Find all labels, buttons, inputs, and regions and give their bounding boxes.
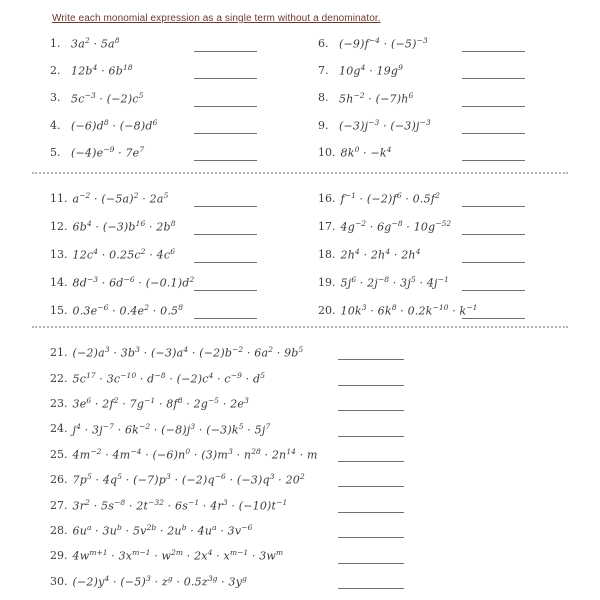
answer-blank [194,106,257,107]
problem-number: 5. [50,145,61,159]
problem-expression: $4w^{m+1} \cdot 3x^{m-1} \cdot w^{2m} \cdot 2x^4 \cdot x^{m-1} \cdot 3w^m$ [72,548,284,564]
answer-blank [194,133,257,134]
problem-row [50,365,406,390]
problem-row [50,467,406,492]
problem-number: 26. [50,473,68,487]
problem-number: 4. [50,118,61,132]
problem-expression: $2h^4 \cdot 2h^4 \cdot 2h^4$ [340,246,421,262]
problem-row [50,492,406,517]
answer-blank [462,160,525,161]
answer-blank [338,359,404,360]
problem-row [50,139,257,166]
answer-blank [338,436,404,437]
answer-blank [194,160,257,161]
answer-blank [462,290,525,291]
problem-row [318,30,525,57]
answer-blank [338,461,404,462]
problem-row [318,296,525,324]
problem-row [50,240,257,268]
problem-row [318,212,525,240]
problem-row [50,569,406,594]
problem-row [50,296,257,324]
problem-row [50,112,257,139]
problem-expression: $10k^3 \cdot 6k^8 \cdot 0.2k^{-10} \cdot k^{-1}$ [340,302,478,318]
problem-row [318,84,525,111]
answer-blank [462,78,525,79]
answer-blank [194,78,257,79]
problem-row [50,84,257,111]
problems-16-20 [318,184,525,324]
answer-blank [194,262,257,263]
answer-blank [462,133,525,134]
problem-number: 15. [50,303,68,317]
problem-number: 24. [50,422,68,436]
problem-row [50,184,257,212]
answer-blank [338,512,404,513]
problem-number: 29. [50,549,68,563]
problem-number: 11. [50,191,68,205]
problem-row [50,30,257,57]
problem-expression: $3e^6 \cdot 2f^2 \cdot 7g^{-1} \cdot 8f^8 \cdot 2g^{-5} \cdot 2e^3$ [72,396,249,411]
problem-expression: $(-2)y^4 \cdot (-5)^3 \cdot z^g \cdot 0.5z^{3g} \cdot 3y^g$ [72,573,247,589]
answer-blank [194,51,257,52]
answer-blank [462,206,525,207]
problem-row [50,416,406,441]
answer-blank [338,486,404,487]
problem-expression: $a^{-2} \cdot (-5a)^2 \cdot 2a^5$ [72,190,169,206]
problem-row [50,212,257,240]
problem-expression: $(-6)d^8 \cdot (-8)d^6$ [71,117,158,133]
problem-expression: $3r^2 \cdot 5s^{-8} \cdot 2t^{-32} \cdot 6s^{-1} \cdot 4r^3 \cdot (-10)t^{-1}$ [72,497,288,513]
problem-number: 21. [50,346,68,360]
problem-expression: $(-3)j^{-3} \cdot (-3)j^{-3}$ [339,117,431,133]
problem-row [50,543,406,568]
problem-number: 14. [50,275,68,289]
problem-expression: $5h^{-2} \cdot (-7)h^6$ [339,90,414,106]
problem-number: 10. [318,145,336,159]
answer-blank [462,318,525,319]
problem-row [50,340,406,365]
answer-blank [338,410,404,411]
answer-blank [462,234,525,235]
problem-expression: $(-2)a^3 \cdot 3b^3 \cdot (-3)a^4 \cdot (-2)b^{-2} \cdot 6a^2 \cdot 9b^5$ [72,345,304,361]
problem-number: 13. [50,247,68,261]
problem-number: 6. [318,37,329,51]
problem-expression: $8k^0 \cdot -k^4$ [340,145,392,160]
answer-blank [338,588,404,589]
problem-number: 16. [318,191,336,205]
problem-expression: $4g^{-2} \cdot 6g^{-8} \cdot 10g^{-52}$ [340,218,452,234]
answer-blank [194,290,257,291]
problem-expression: $5c^{-3} \cdot (-2)c^5$ [71,90,144,106]
problem-expression: $10g^4 \cdot 19g^9$ [339,63,403,79]
problem-expression: $5j^6 \cdot 2j^{-8} \cdot 3j^5 \cdot 4j^{-1}$ [340,274,449,290]
problem-row [318,268,525,296]
problems-6-10 [318,30,525,166]
problem-row [50,442,406,467]
section-divider-2 [32,326,568,328]
problem-expression: $4m^{-2} \cdot 4m^{-4} \cdot (-6)n^0 \cdot (3)m^3 \cdot n^{28} \cdot 2n^{14} \cdot m$ [72,446,318,462]
problem-row [50,391,406,416]
problem-expression: $6b^4 \cdot (-3)b^{16} \cdot 2b^8$ [72,218,176,234]
problem-row [318,57,525,84]
problem-expression: $0.3e^{-6} \cdot 0.4e^2 \cdot 0.5^8$ [72,302,184,318]
answer-blank [462,106,525,107]
problem-number: 7. [318,64,329,78]
problem-row [50,268,257,296]
problem-expression: $8d^{-3} \cdot 6d^{-6} \cdot (-0.1)d^2$ [72,274,195,290]
answer-blank [338,537,404,538]
problem-row [50,518,406,543]
problem-expression: $f^{-1} \cdot (-2)f^6 \cdot 0.5f^2$ [340,190,440,206]
problem-row [318,139,525,166]
problem-number: 25. [50,447,68,461]
problem-expression: $3a^2 \cdot 5a^8$ [71,36,120,51]
problem-number: 8. [318,91,329,105]
answer-blank [194,206,257,207]
problem-expression: $(-4)e^{-9} \cdot 7e^7$ [71,145,145,160]
problem-row [50,57,257,84]
problem-expression: $12b^4 \cdot 6b^{18}$ [71,63,133,79]
problem-number: 30. [50,574,68,588]
problem-expression: $12c^4 \cdot 0.25c^2 \cdot 4c^6$ [72,246,176,262]
answer-blank [338,563,404,564]
answer-blank [194,318,257,319]
answer-blank [462,51,525,52]
problem-expression: $7p^5 \cdot 4q^5 \cdot (-7)p^3 \cdot (-2)q^{-6} \cdot (-3)q^3 \cdot 20^2$ [72,472,305,487]
problem-row [318,240,525,268]
problem-number: 9. [318,118,329,132]
problem-expression: $j^4 \cdot 3j^{-7} \cdot 6k^{-2} \cdot (-8)j^3 \cdot (-3)k^5 \cdot 5j^7$ [72,421,271,437]
problem-number: 1. [50,37,61,51]
problem-number: 17. [318,219,336,233]
answer-blank [194,234,257,235]
section-divider-1 [32,172,568,174]
problem-number: 20. [318,303,336,317]
answer-blank [462,262,525,263]
problem-number: 2. [50,64,61,78]
problem-expression: $6u^a \cdot 3u^b \cdot 5v^{2b} \cdot 2u^b \cdot 4u^a \cdot 3v^{-6}$ [72,523,253,538]
problem-expression: $5c^{17} \cdot 3c^{-10} \cdot d^{-8} \cdot (-2)c^4 \cdot c^{-9} \cdot d^5$ [72,370,265,386]
answer-blank [338,385,404,386]
problem-number: 23. [50,396,68,410]
problems-11-15 [50,184,257,324]
problems-21-30 [50,340,406,594]
problem-number: 18. [318,247,336,261]
problem-row [318,112,525,139]
problem-number: 19. [318,275,336,289]
problem-row [318,184,525,212]
problem-number: 12. [50,219,68,233]
problem-number: 28. [50,523,68,537]
problem-number: 27. [50,498,68,512]
page-title: Write each monomial expression as a single term without a denominator. [52,13,381,24]
problem-number: 22. [50,371,68,385]
problems-1-5 [50,30,257,166]
problem-expression: $(-9)f^{-4} \cdot (-5)^{-3}$ [339,36,428,51]
problem-number: 3. [50,91,61,105]
